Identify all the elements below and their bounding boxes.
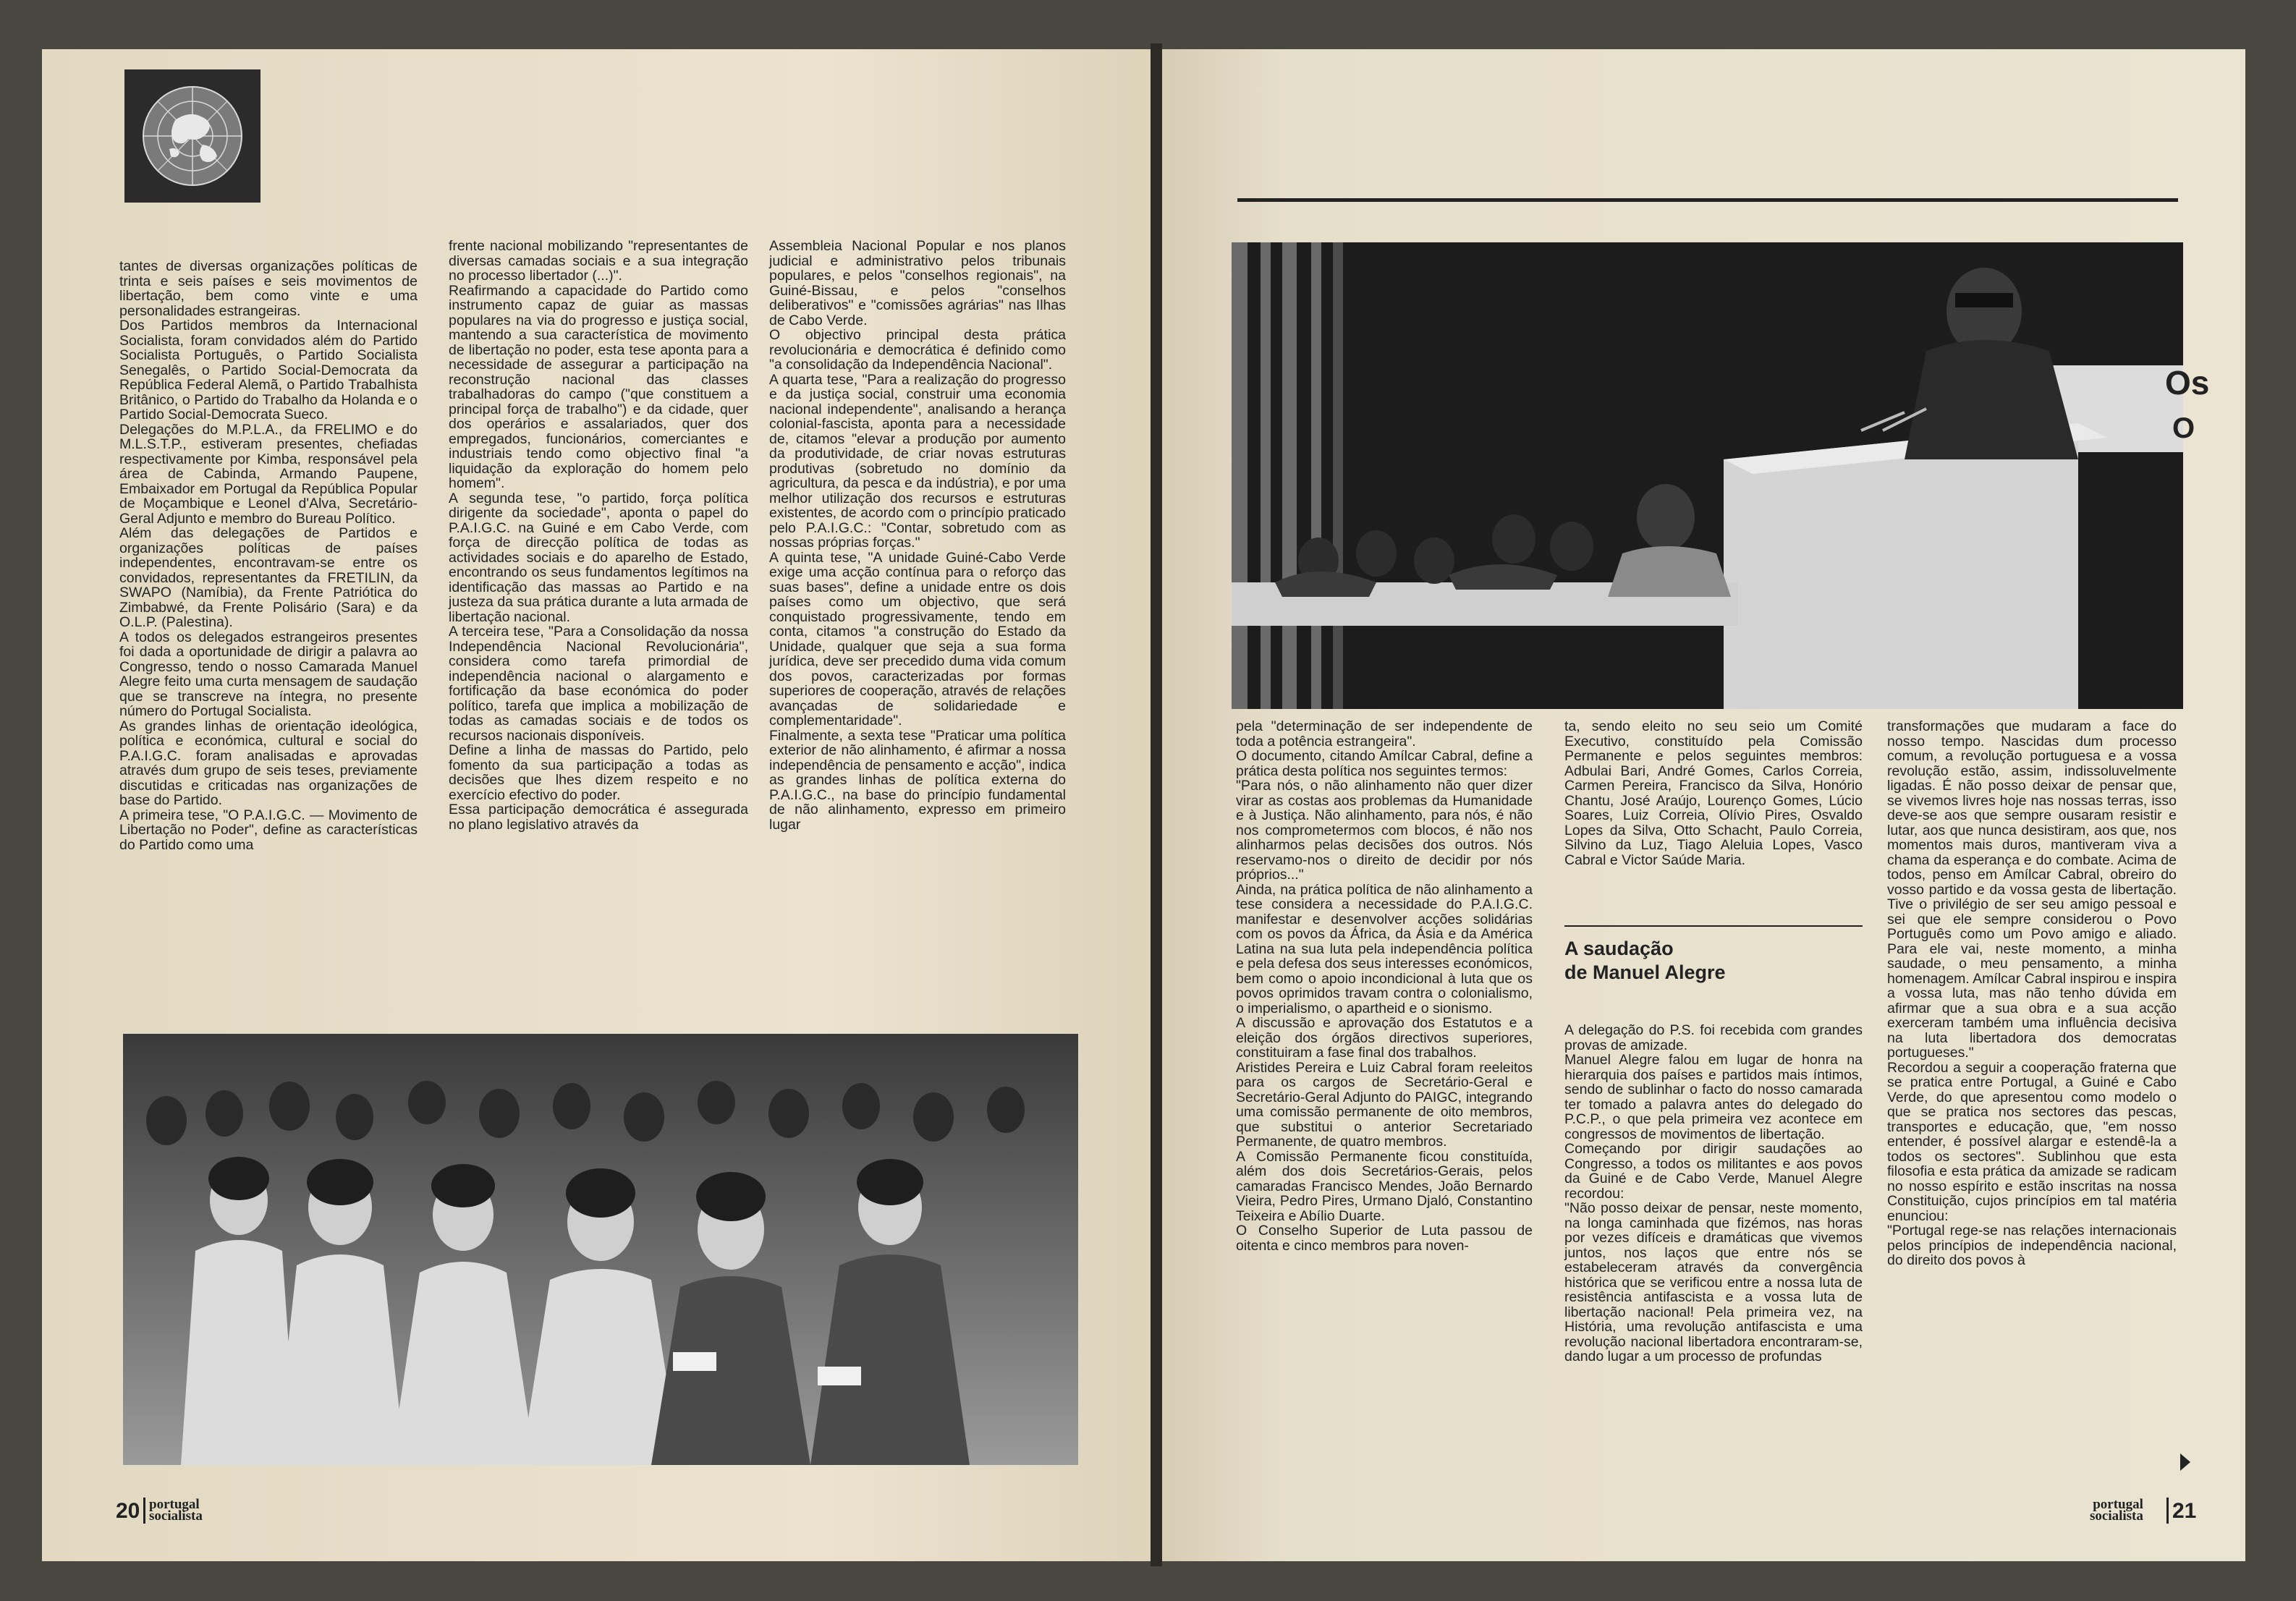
binding-gutter (1151, 43, 1162, 1566)
text-column-1: tantes de diversas organizações políticas de trinta e seis países e seis movimentos de libertação, bem como vinte e uma personalidades estrangeiras. Dos Partidos membros da Internacional Socialista, foram convidados além do Partido Socialista Português, o Partido Socialista Senegalês, o Partido Social-Democrata da República Federal Alemã, o Partido Trabalhista Britânico, o Partido do Trabalho da Holanda e o Partido Social-Democrata Sueco. Delegações do M.P.L.A., da FRELIMO e do M.L.S.T.P., estiveram presentes, chefiadas respectivamente por Kimba, responsável pela área de Cabinda, Armando Paupene, Embaixador em Portugal da República Popular de Moçambique e Leonel d'Alva, Secretário-Geral Adjunto e membro do Bureau Político. Além das delegações de Partidos e organizações políticas de países independentes, encontravam-se entre os convidados, representantes da FRETILIN, da SWAPO (Namíbia), da Frente Patriótica do Zimbabwé, da Frente Polisário (Sara) e da O.L.P. (Palestina). A todos os delegados estrangeiros presentes foi dada a oportunidade de dirigir a palavra ao Congresso, tendo o nosso Camarada Manuel Alegre feito uma curta mensagem de saudação que se transcreve na íntegra, no presente número do Portugal Socialista. As grandes linhas de orientação ideológica, política e económica, cultural e social do P.A.I.G.C. foram analisadas e aprovadas através dum grupo de seis teses, previamente discutidas e criticadas nas organizações de base do Partido. A primeira tese, "O P.A.I.G.C. — Movimento de Libertação no Poder", define as características do Partido como uma (119, 258, 418, 853)
section-subhead: A saudação de Manuel Alegre (1564, 938, 1726, 983)
text-column-4: pela "determinação de ser independente de toda a potência estrangeira". O documento, citando Amílcar Cabral, define a prática desta política nos seguintes termos: "Para nós, o não alinhamento não quer dizer virar as costas aos problemas da Humanidade e à Justiça. Não alinhamento, para nós, é não nos comprometermos com blocos, é não nos alinharmos pelas decisões dos outros. Nós reservamo-nos o direito de decidir por nós próprios..." Ainda, na prática política de não alinhamento a tese considera a necessidade do P.A.I.G.C. manifestar e desenvolver acções solidárias com os povos da África, da Ásia e da América Latina na sua luta pela independência política e pela defesa dos seus interesses económicos, bem como o apoio incondicional à luta que os povos oprimidos travam contra o colonialismo, o imperialismo, o apartheid e o sionismo. A discussão e aprovação dos Estatutos e a eleição dos órgãos directivos superiores, constituiram a fase final dos trabalhos. Aristides Pereira e Luiz Cabral foram reeleitos para os cargos de Secretário-Geral e Secretário-Geral Adjunto do PAIGC, integrando uma comissão permanente de oito membros, que substitui o anterior Secretariado Permanente, de quatro membros. A Comissão Permanente ficou constituída, além dos dois Secretários-Gerais, pelos camaradas Francisco Mendes, João Bernardo Vieira, Pedro Pires, Urmano Djaló, Constantino Teixeira e Abílio Duarte. O Conselho Superior de Luta passou de oitenta e cinco membros para noven- (1236, 718, 1533, 1254)
text-column-5: ta, sendo eleito no seu seio um Comité Executivo, constituído pela Comissão Permanente e pelos seguintes membros: Adbulai Bari, André Gomes, Carlos Correia, Carmen Pereira, Francisco da Silva, Honório Chantu, José Araújo, Lourenço Gomes, Lúcio Soares, Luiz Correia, Olívio Pires, Osvaldo Lopes da Silva, Otto Schacht, Paulo Correia, Silvino da Luz, Tiago Aleluia Lopes, Vasco Cabral e Victor Saúde Maria. (1564, 718, 1863, 868)
speaker-photo (1232, 242, 2210, 709)
folio-divider-left (143, 1498, 145, 1524)
brand-name-left: portugal socialista (149, 1497, 203, 1524)
folio-divider-right (2166, 1498, 2169, 1524)
brand-name-right: portugal socialista (2090, 1497, 2143, 1524)
page-number-left: 20 (116, 1499, 140, 1523)
text-column-5-continued: A delegação do P.S. foi recebida com grandes provas de amizade. Manuel Alegre falou em lugar de honra na hierarquia dos países e partidos mais íntimos, sendo de sublinhar o facto do nosso camarada ter tomado a palavra antes do delegado do P.C.P., o que pela primeira vez acontece em congressos de movimentos de libertação. Começando por dirigir saudações ao Congresso, a todos os militantes e aos povos da Guiné e de Cabo Verde, Manuel Alegre recordou: "Não posso deixar de pensar, neste momento, na longa caminhada que fizémos, nas horas por vezes difíceis e dramáticas que vivemos juntos, nos laços que entre nós se estabeleceram através da convergência histórica que se verificou entre a nossa luta de resistência antifascista e a vossa luta de libertação nacional! Pela primeira vez, na História, uma revolução antifascista e uma revolução nacional libertadora encontraram-se, dando lugar a um processo de profundas (1564, 1022, 1863, 1364)
text-column-2: frente nacional mobilizando "representantes de diversas camadas sociais e a sua integração no processo libertador (...)". Reafirmando a capacidade do Partido como instrumento capaz de guiar as massas populares na via do progresso e justiça social, mantendo a sua característica de movimento de libertação no poder, esta tese aponta para a necessidade de assegurar a participação na reconstrução nacional das classes trabalhadoras do campo ("que constituem a principal força de trabalho") e da cidade, quer dos operários e assalariados, quer dos empregados, funcionários, comerciantes e industriais tendo como objectivo final "a liquidação da exploração do homem pelo homem". A segunda tese, "o partido, força política dirigente da sociedade", aponta o papel do P.A.I.G.C. na Guiné e em Cabo Verde, com força de direcção política de todas as actividades sociais e do aparelho de Estado, encontrando os seus fundamentos legítimos na identificação das massas ao Partido e na justeza da sua prática durante a luta armada de libertação nacional. A terceira tese, "Para a Consolidação da nossa Independência Nacional Revolucionária", considera como tarefa primordial de independência nacional o alargamento e fortificação da base económica do poder político, tarefa que implica a mobilização de todas as camadas sociais e de todos os recursos nacionais disponíveis. Define a linha de massas do Partido, pelo fomento da sua participação a todas as decisões que lhes dizem respeito e no exercício efectivo do poder. Essa participação democrática é assegurada no plano legislativo através da (449, 238, 748, 833)
header-rule (1237, 198, 2178, 202)
svg-text:O: O (2172, 412, 2195, 444)
text-column-6: transformações que mudaram a face do nosso tempo. Nascidas dum processo comum, a revolução portuguesa e a vossa revolução estão, assim, indissoluvelmente ligadas. É não posso deixar de pensar que, se vivemos livres hoje nas nossas terras, isso deve-se aos que sempre ousaram resistir e lutar, aos que nunca desistiram, aos que, nos momentos mais duros, mantiveram viva a chama da esperança e do combate. Acima de todos, penso em Amílcar Cabral, obreiro do vosso partido e da vossa gesta de libertação. Tive o privilégio de ser seu amigo pessoal e sei que ele sempre considerou o Povo Português como um Povo amigo e aliado. Para ele vai, neste momento, a minha saudade, o meu pensamento, a minha homenagem. Amílcar Cabral inspirou e inspira a vossa luta, mas não tenho dúvida em afirmar que a sua obra e a sua acção exerceram também uma influência decisiva na luta libertadora dos democratas portugueses." Recordou a seguir a cooperação fraterna que se pratica entre Portugal, a Guiné e Cabo Verde, do que apresentou como modelo o que se pratica nos sectores das pescas, transportes e educação, que, "em nosso entender, é possível alargar e estendê-la a todos os sectores". Sublinhou que esta filosofia e esta prática da amizade se radicam no nosso espírito e estão inscritas na nossa Constituição, cujos princípios em tal matéria enunciou: "Portugal rege-se nas relações internacionais pelos princípios de independência nacional, do direito dos povos à (1887, 718, 2177, 1268)
subhead-rule (1564, 925, 1863, 927)
page-number-right: 21 (2172, 1499, 2197, 1523)
continue-arrow-icon (2180, 1453, 2190, 1471)
text-column-3: Assembleia Nacional Popular e nos planos judicial e administrativo pelos tribunais populares, e pelos "conselhos regionais", na Guiné-Bissau, e pelos "conselhos deliberativos" e "comissões agrárias" nas Ilhas de Cabo Verde. O objectivo principal desta prática revolucionária e democrática é definido como "a consolidação da Independência Nacional". A quarta tese, "Para a realização do progresso e da justiça social, construir uma economia nacional independente", analisando a herança colonial-fascista, aponta para a necessidade de, citamos "elevar a produção por aumento da produtividade, de criar novas estruturas produtivas (sobretudo no domínio da agricultura, da pesca e da indústria), e por uma melhor utilização dos recursos e estruturas existentes, de acordo com o princípio praticado pelo P.A.I.G.C.: "Contar, sobretudo com as nossas próprias forças." A quinta tese, "A unidade Guiné-Cabo Verde exige uma acção contínua para o reforço das suas bases", define a unidade entre os dois países como um objectivo, que será conquistado progressivamente, tendo em conta, citamos "a construção do Estado da Unidade, qualquer que seja a sua forma jurídica, deve ser precedido duma vida comum dos povos, caracterizadas por formas superiores de cooperação, através de relações avançadas de solidariedade e complementaridade". Finalmente, a sexta tese "Praticar uma política exterior de não alinhamento, é afirmar a nossa independência de pensamento e acção", indica as grandes linhas de política externa do P.A.I.G.C., na base do princípio fundamental de não alinhamento, expresso em primeiro lugar (769, 238, 1066, 833)
globe-logo (124, 69, 260, 203)
audience-photo (123, 1034, 1078, 1465)
svg-text:Os: Os (2165, 364, 2210, 402)
